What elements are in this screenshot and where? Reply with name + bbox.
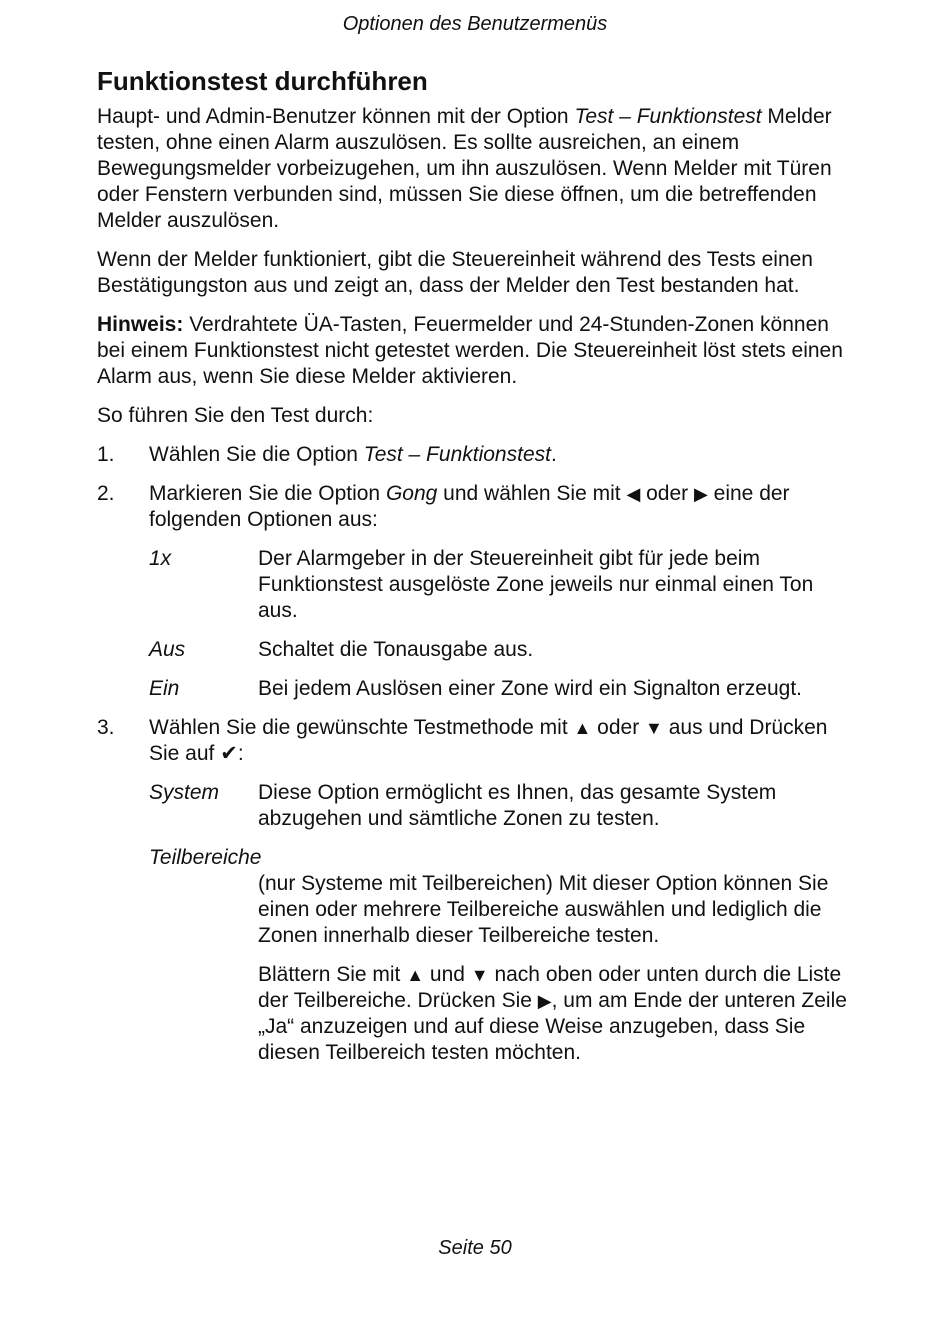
definition-description: Diese Option ermöglicht es Ihnen, das gesamte System abzugehen und sämtliche Zonen zu testen. [258, 781, 777, 830]
down-triangle-icon: ▼ [645, 718, 663, 738]
definition-term: 1x [149, 547, 172, 570]
step-text [149, 715, 857, 767]
step-text-pre: Wählen Sie die gewünschte Testmethode mit [149, 716, 574, 739]
intro-text-post: Melder testen, ohne einen Alarm auszulösen. Es sollte ausreichen, an einem Bewegungsmelder vorbeizugehen, um ihn auszulösen. Wenn Melder mit Türen oder Fenstern verbunden sind, müssen Sie diese öffnen, um die betreffenden Melder auszulösen. [97, 105, 832, 232]
result-paragraph: Wenn der Melder funktioniert, gibt die Steuereinheit während des Tests einen Bestätigungston aus und zeigt an, dass der Melder den Test bestanden hat. [97, 248, 813, 297]
step-text-or: oder [591, 716, 646, 739]
section-title: Funktionstest durchführen [97, 66, 428, 96]
definition-description: Schaltet die Tonausgabe aus. [258, 638, 534, 661]
definition-description: Der Alarmgeber in der Steuereinheit gibt für jede beim Funktionstest ausgelöste Zone jeweils nur einmal einen Ton aus. [258, 547, 814, 622]
description-paragraph: (nur Systeme mit Teilbereichen) Mit dieser Option können Sie einen oder mehrere Teilbereiche auswählen und lediglich die Zonen innerhalb dieser Teilbereiche testen. [258, 872, 829, 947]
definition-term: Aus [149, 638, 186, 661]
step-text-post: . [550, 443, 557, 466]
definition-item [149, 637, 857, 663]
gong-options-list [149, 546, 857, 702]
test-method-list [149, 780, 857, 1066]
step-number: 2. [97, 482, 115, 505]
step-text-post: eine der folgenden Optionen aus: [149, 482, 790, 531]
step-text-pre: Markieren Sie die Option [149, 482, 386, 505]
step-text-or: oder [640, 482, 694, 505]
step-number: 3. [97, 716, 115, 739]
step-option-name: Gong [385, 482, 438, 505]
definition-item [149, 546, 857, 624]
description-paragraph [258, 962, 857, 1066]
definition-term: Teilbereiche [149, 846, 262, 869]
step-text-post: : [237, 742, 244, 765]
step-option-name: Test – Funktionstest [363, 443, 551, 466]
step-text [149, 481, 857, 533]
definition-term: Ein [149, 677, 180, 700]
up-triangle-icon: ▲ [573, 718, 592, 738]
step-text-mid: aus und Drücken Sie auf [149, 716, 828, 765]
left-triangle-icon: ◀ [626, 484, 641, 504]
running-header: Optionen des Benutzermenüs [342, 13, 608, 35]
desc-text-a: Blättern Sie mit [258, 963, 407, 986]
step-2 [97, 481, 857, 533]
right-triangle-icon: ▶ [537, 991, 552, 1011]
intro-text-pre: Haupt- und Admin-Benutzer können mit der Option [97, 105, 575, 128]
step-number: 1. [97, 443, 115, 466]
definition-item [149, 780, 857, 832]
intro-paragraph [97, 104, 857, 234]
desc-text-d: , um am Ende der unteren Zeile „Ja“ anzuzeigen und auf diese Weise anzugeben, dass Sie diesen Teilbereich testen möchten. [258, 989, 847, 1064]
step-text [149, 442, 857, 468]
definition-description: Bei jedem Auslösen einer Zone wird ein Signalton erzeugt. [258, 677, 802, 700]
procedure-lead: So führen Sie den Test durch: [97, 404, 374, 427]
step-3 [97, 715, 857, 767]
up-triangle-icon: ▲ [406, 965, 425, 985]
step-text-mid: und wählen Sie mit [437, 482, 627, 505]
page-body [97, 66, 857, 1079]
step-1 [97, 442, 857, 468]
intro-option-name: Test – Funktionstest [574, 105, 762, 128]
note-paragraph [97, 312, 857, 390]
note-label: Hinweis: [97, 313, 184, 336]
down-triangle-icon: ▼ [470, 965, 489, 985]
definition-item [149, 845, 857, 1066]
note-text: Verdrahtete ÜA-Tasten, Feuermelder und 24-Stunden-Zonen können bei einem Funktionstest nicht getestet werden. Die Steuereinheit löst stets einen Alarm aus, wenn Sie diese Melder aktivieren. [97, 313, 843, 388]
checkmark-icon: ✔ [220, 742, 238, 765]
desc-text-c: nach oben oder unten durch die Liste der Teilbereiche. Drücken Sie [258, 963, 842, 1012]
step-text-pre: Wählen Sie die Option [149, 443, 364, 466]
desc-text-b: und [424, 963, 471, 986]
page-number: Seite 50 [438, 1237, 512, 1259]
definition-description [258, 871, 857, 1066]
right-triangle-icon: ▶ [693, 484, 708, 504]
definition-term: System [149, 781, 220, 804]
definition-item [149, 676, 857, 702]
